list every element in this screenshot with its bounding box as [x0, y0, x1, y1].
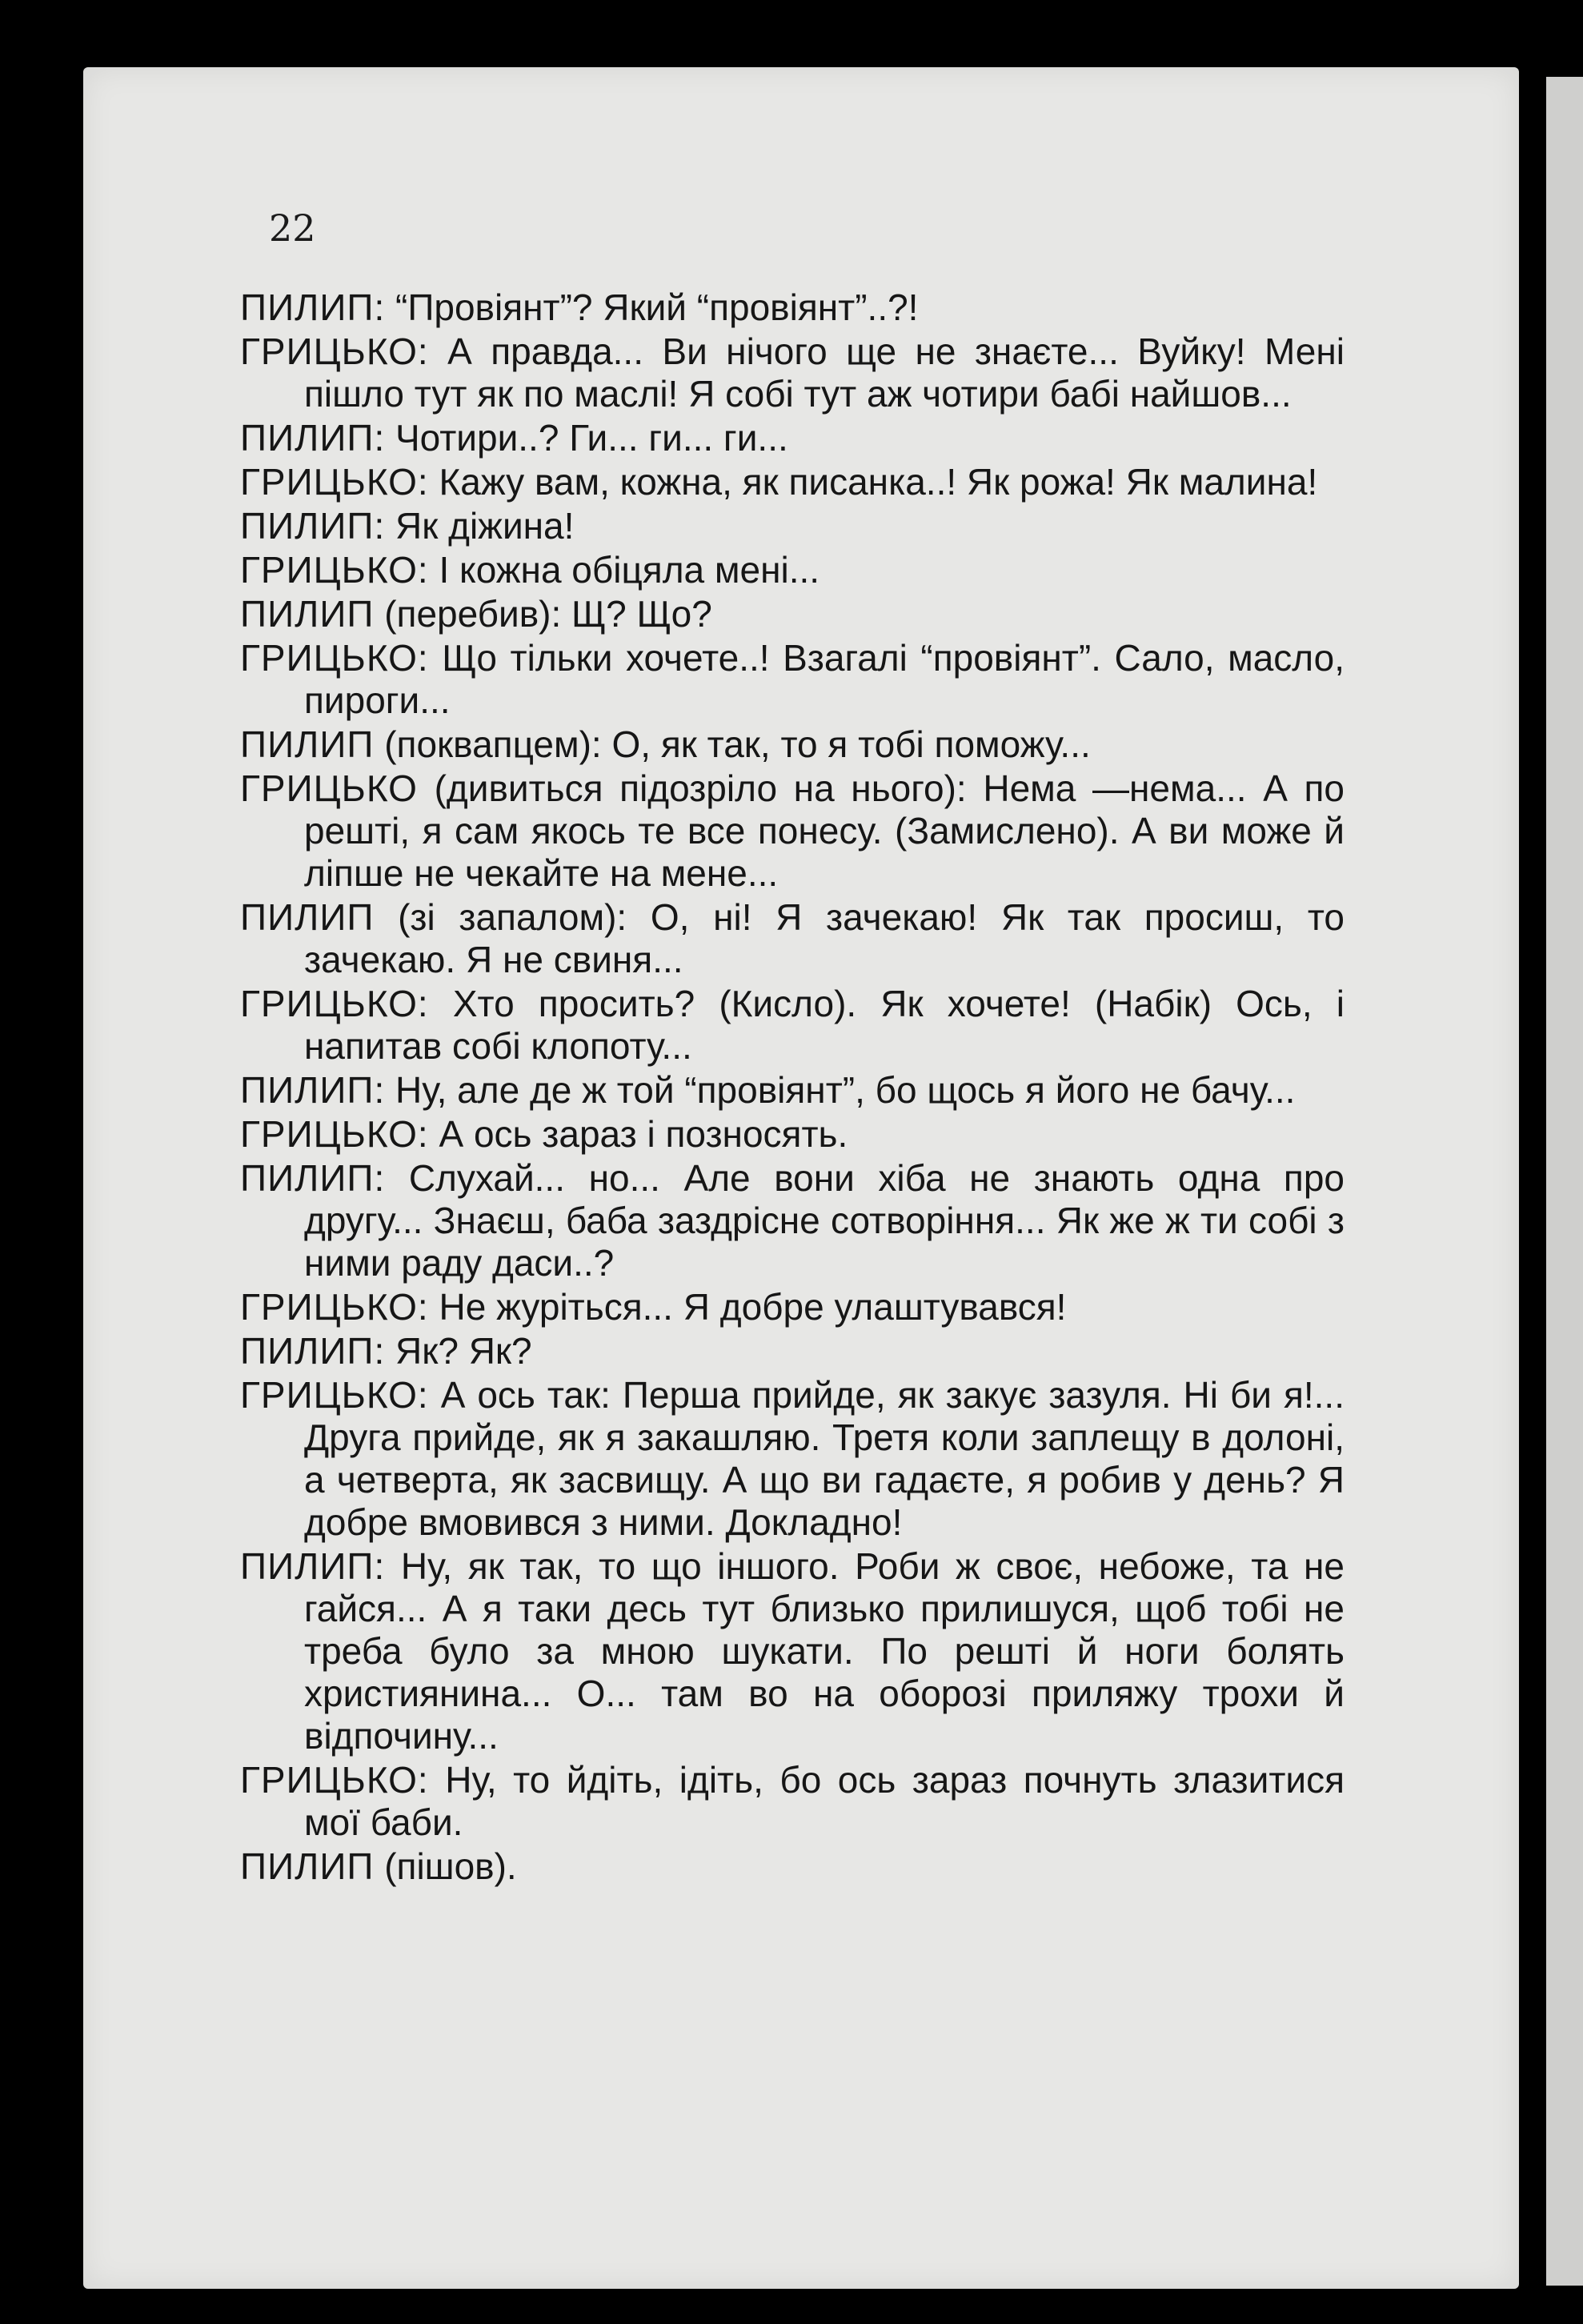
speaker-name: ГРИЦЬКО: — [240, 1286, 429, 1328]
speaker-name: ГРИЦЬКО: — [240, 1759, 429, 1801]
dialogue-line — [240, 331, 1345, 415]
dialogue-line — [240, 1113, 1345, 1156]
dialogue-line — [240, 1330, 1345, 1372]
dialogue-line — [240, 593, 1345, 635]
speaker-name: ГРИЦЬКО — [240, 767, 418, 809]
dialogue-text: Чотири..? Ги... ги... ги... — [395, 417, 788, 459]
dialogue-line — [240, 1069, 1345, 1112]
speaker-name: ГРИЦЬКО: — [240, 549, 429, 591]
speaker-name: ГРИЦЬКО: — [240, 637, 429, 679]
dialogue-line — [240, 1545, 1345, 1757]
speaker-name: ПИЛИП: — [240, 1069, 386, 1111]
dialogue-text: (зі запалом): О, ні! Я зачекаю! Як так просиш, то зачекаю. Я не свиня... — [304, 896, 1345, 980]
speaker-name: ПИЛИП — [240, 896, 375, 938]
dialogue-text: (дивиться підозріло на нього): Нема —нема... А по решті, я сам якось те все понесу. (Замислено). А ви може й ліпше не чекайте на мене... — [304, 767, 1345, 894]
speaker-name: ПИЛИП: — [240, 1330, 386, 1372]
dialogue-line — [240, 637, 1345, 722]
dialogue-line — [240, 767, 1345, 895]
dialogue-text: А правда... Ви нічого ще не знаєте... Вуйку! Мені пішло тут як по маслі! Я собі тут аж чотири бабі найшов... — [304, 331, 1345, 415]
dialogue-line — [240, 1845, 1345, 1888]
dialogue-text: Не журіться... Я добре улаштувався! — [439, 1286, 1067, 1328]
dialogue-text: (пішов). — [384, 1845, 517, 1887]
dialogue-line — [240, 896, 1345, 981]
dialogue-text: Ну, то йдіть, ідіть, бо ось зараз почнуть злазитися мої баби. — [304, 1759, 1345, 1843]
speaker-name: ПИЛИП — [240, 593, 375, 635]
dialogue-line — [240, 549, 1345, 591]
dialogue-text: (поквапцем): О, як так, то я тобі поможу... — [384, 723, 1091, 765]
dialogue-text: Кажу вам, кожна, як писанка..! Як рожа! Як малина! — [439, 461, 1318, 503]
speaker-name: ПИЛИП: — [240, 417, 386, 459]
dialogue-line — [240, 461, 1345, 503]
dialogue-text: Як? Як? — [395, 1330, 532, 1372]
speaker-name: ПИЛИП: — [240, 1157, 386, 1199]
dialogue-line — [240, 1157, 1345, 1284]
dialogue-text: А ось зараз і позносять. — [439, 1113, 848, 1155]
speaker-name: ГРИЦЬКО: — [240, 1374, 429, 1416]
dialogue-line — [240, 505, 1345, 547]
dialogue-text: Ну, але де ж той “провіянт”, бо щось я його не бачу... — [395, 1069, 1296, 1111]
dialogue-text: (перебив): Щ? Що? — [384, 593, 712, 635]
next-page-edge — [1546, 77, 1583, 2286]
dialogue-line — [240, 1286, 1345, 1328]
speaker-name: ГРИЦЬКО: — [240, 983, 429, 1024]
speaker-name: ГРИЦЬКО: — [240, 1113, 429, 1155]
play-text — [240, 286, 1345, 1889]
speaker-name: ПИЛИП: — [240, 1545, 386, 1587]
speaker-name: ГРИЦЬКО: — [240, 461, 429, 503]
dialogue-text: І кожна обіцяла мені... — [439, 549, 820, 591]
page-number: 22 — [269, 206, 316, 250]
speaker-name: ГРИЦЬКО: — [240, 331, 429, 372]
dialogue-line — [240, 983, 1345, 1068]
dialogue-line — [240, 286, 1345, 329]
dialogue-text: Як діжина! — [395, 505, 575, 547]
dialogue-text: Ну, як так, то що іншого. Роби ж своє, небоже, та не гайся... А я таки десь тут близько прилишуся, щоб тобі не треба було за мною шукати. По решті й ноги болять християнина... О... там во на оборозі приляжу трохи й відпочину... — [304, 1545, 1345, 1757]
speaker-name: ПИЛИП — [240, 1845, 375, 1887]
dialogue-line — [240, 723, 1345, 766]
speaker-name: ПИЛИП: — [240, 505, 386, 547]
dialogue-text: Слухай... но... Але вони хіба не знають одна про другу... Знаєш, баба заздрісне сотворіння... Як же ж ти собі з ними раду даси..? — [304, 1157, 1345, 1284]
dialogue-line — [240, 1759, 1345, 1844]
dialogue-text: А ось так: Перша прийде, як закує зазуля. Ні би я!... Друга прийде, як я закашляю. Третя коли заплещу в долоні, а четверта, як засвищу. А що ви гадаєте, я робив у день? Я добре вмовився з ними. Докладно! — [304, 1374, 1345, 1543]
speaker-name: ПИЛИП: — [240, 286, 386, 328]
dialogue-text: Хто просить? (Кисло). Як хочете! (Набік) Ось, і напитав собі клопоту... — [304, 983, 1345, 1067]
speaker-name: ПИЛИП — [240, 723, 375, 765]
dialogue-line — [240, 1374, 1345, 1544]
dialogue-line — [240, 417, 1345, 459]
dialogue-text: Що тільки хочете..! Взагалі “провіянт”. Сало, масло, пироги... — [304, 637, 1345, 721]
dialogue-text: “Провіянт”? Який “провіянт”..?! — [395, 286, 919, 328]
